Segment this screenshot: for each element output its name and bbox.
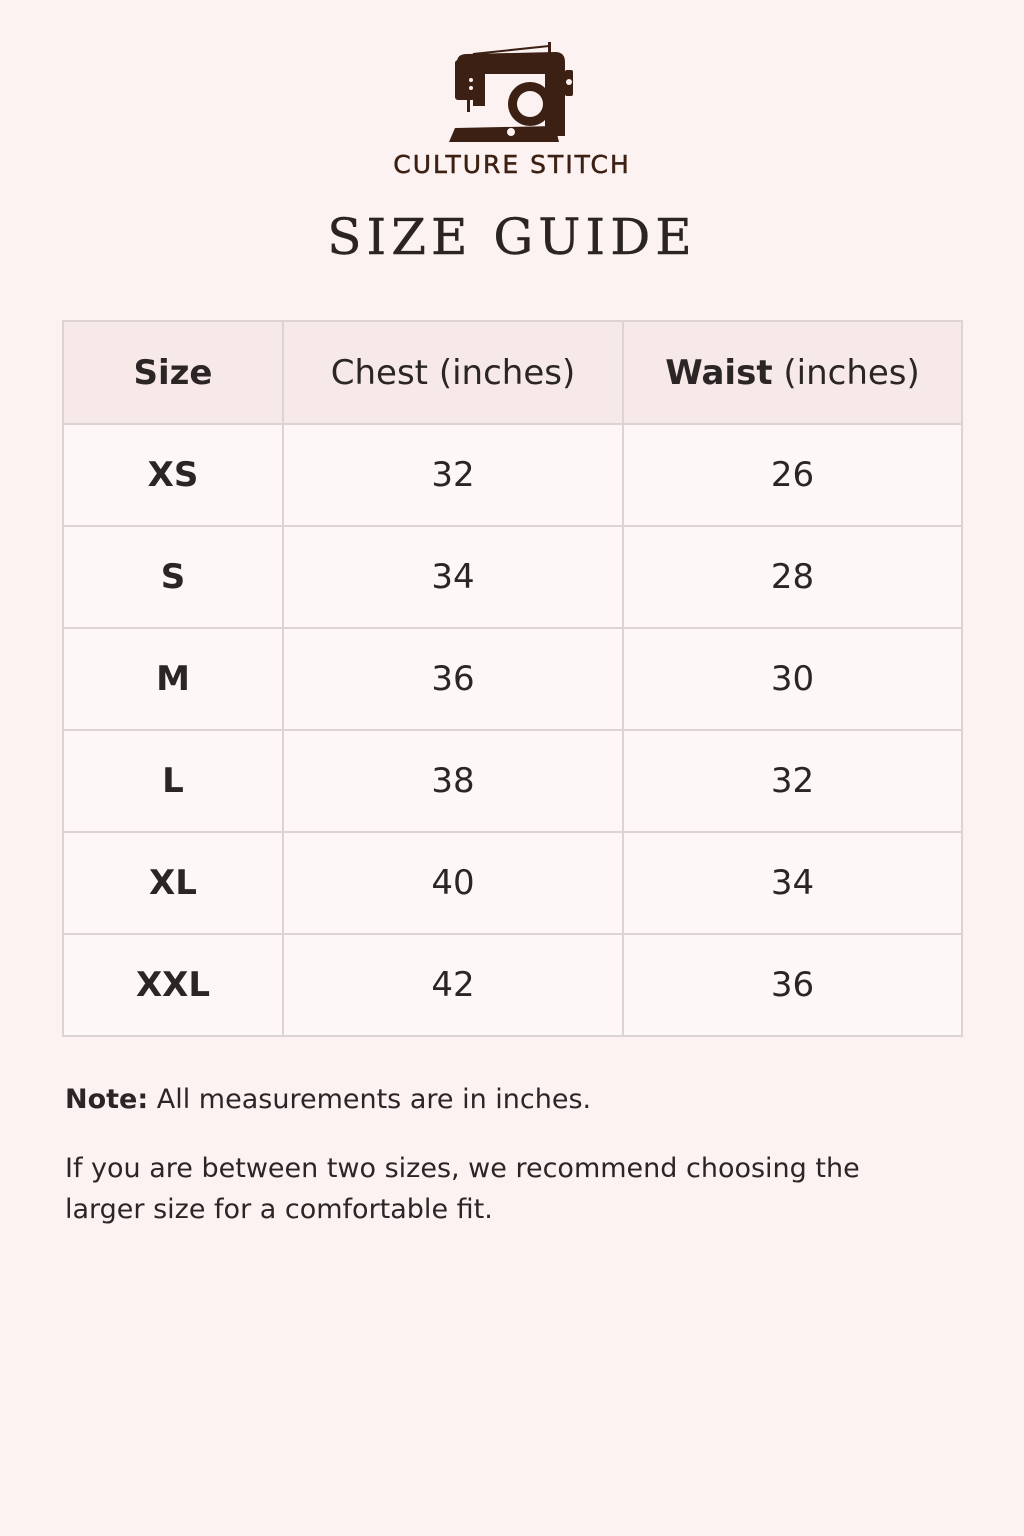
table-row [63,628,962,730]
size-cell: XS [63,424,283,526]
size-cell: M [63,628,283,730]
brand-name: CULTURE STITCH [393,150,631,179]
table-row [63,832,962,934]
size-cell: XXL [63,934,283,1036]
measurement-note [65,1084,965,1115]
header-chest: Chest (inches) [283,321,623,424]
sizing-advice: If you are between two sizes, we recommend choosing the larger size for a comfortable fit. [65,1153,860,1225]
waist-cell: 34 [623,832,962,934]
table-row [63,730,962,832]
waist-cell: 26 [623,424,962,526]
table-header-row [63,321,962,424]
chest-cell: 32 [283,424,623,526]
waist-cell: 32 [623,730,962,832]
waist-cell: 28 [623,526,962,628]
sewing-machine-icon [447,40,577,144]
chest-cell: 38 [283,730,623,832]
table-row [63,424,962,526]
page-title: SIZE GUIDE [327,208,697,266]
size-cell: S [63,526,283,628]
brand-logo [0,40,1024,144]
table-row [63,526,962,628]
waist-cell: 30 [623,628,962,730]
chest-cell: 34 [283,526,623,628]
waist-cell: 36 [623,934,962,1036]
note-label: Note: [65,1084,149,1115]
note-text: All measurements are in inches. [148,1084,592,1115]
size-table [62,320,963,1037]
size-cell: XL [63,832,283,934]
chest-cell: 40 [283,832,623,934]
table-row [63,934,962,1036]
chest-cell: 42 [283,934,623,1036]
header-size: Size [63,321,283,424]
chest-cell: 36 [283,628,623,730]
size-cell: L [63,730,283,832]
header-waist: Waist (inches) [623,321,962,424]
